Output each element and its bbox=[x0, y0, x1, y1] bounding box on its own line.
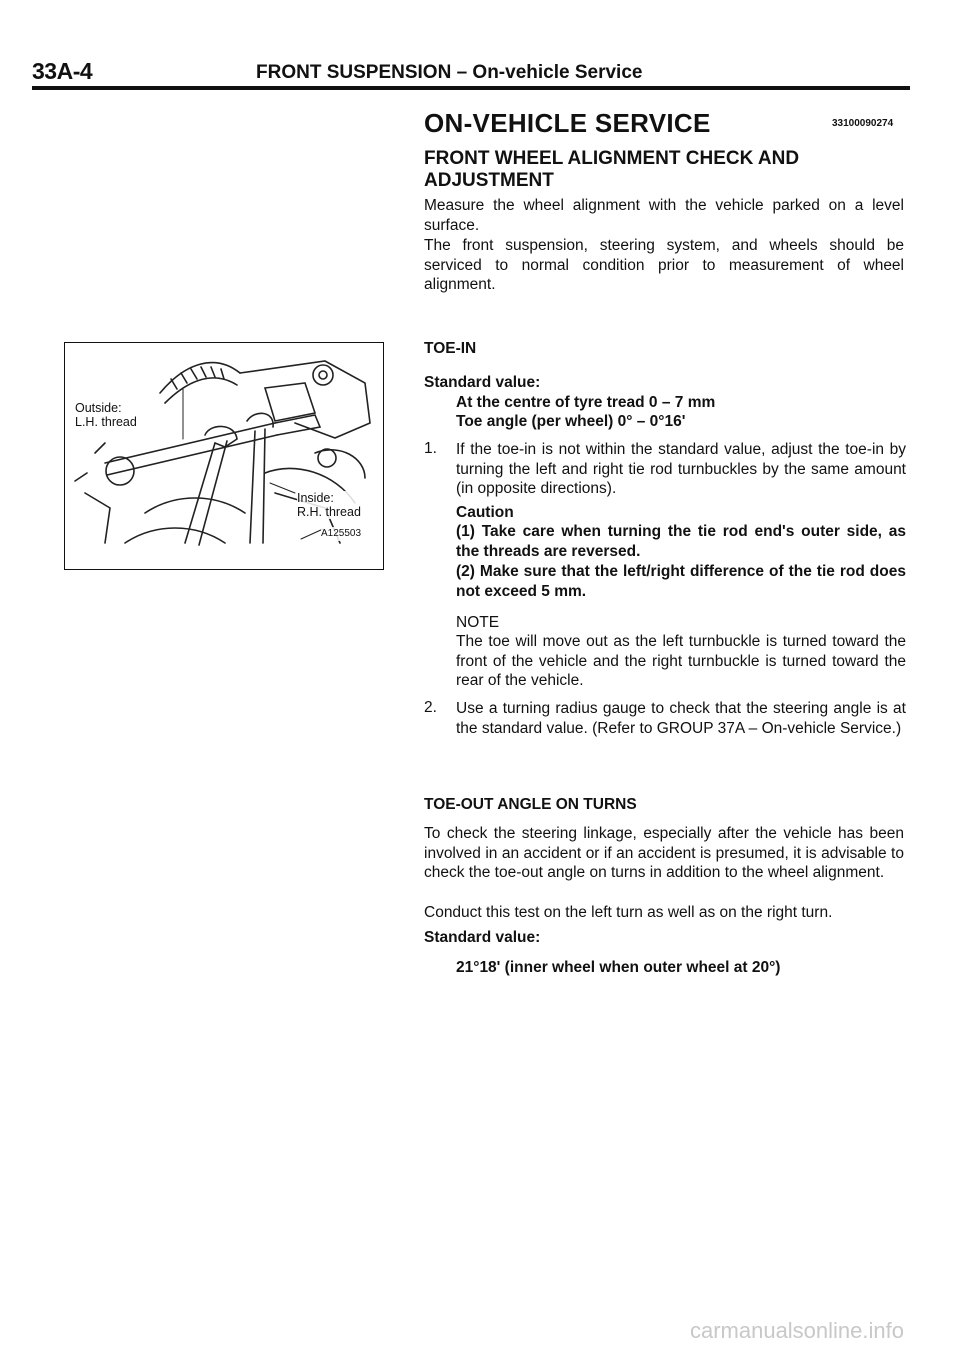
toe-in-standard-line-1: At the centre of tyre tread 0 – 7 mm bbox=[456, 394, 716, 411]
figure-code: A125503 bbox=[321, 528, 362, 539]
toe-out-standard-label: Standard value: bbox=[424, 929, 541, 946]
header-rule bbox=[32, 86, 910, 90]
note-text: The toe will move out as the left turnbuckle is turned toward the front of the vehicle and the right turnbuckle is turned toward the rear of the vehicle. bbox=[456, 633, 906, 689]
page-number: 33A-4 bbox=[32, 58, 93, 84]
section-title: ON-VEHICLE SERVICE bbox=[424, 108, 711, 138]
watermark: carmanualsonline.info bbox=[689, 1318, 904, 1343]
toe-in-standard-label: Standard value: bbox=[424, 374, 541, 391]
caution-item-1: (1) Take care when turning the tie rod end's outer side, as the threads are reversed. bbox=[456, 523, 906, 560]
toe-in-standard-line-2: Toe angle (per wheel) 0° – 0°16' bbox=[456, 413, 686, 430]
toe-out-standard-value: 21°18' (inner wheel when outer wheel at 20°) bbox=[456, 959, 781, 976]
step-2-number: 2. bbox=[424, 699, 437, 716]
page-header-title: FRONT SUSPENSION – On-vehicle Service bbox=[256, 62, 643, 83]
caution-item-2: (2) Make sure that the left/right difference of the tie rod does not exceed 5 mm. bbox=[456, 563, 906, 600]
toe-out-para-1: To check the steering linkage, especially after the vehicle has been involved in an accident or if an accident is presumed, it is advisable to check the toe-out angle on turns in addition to the wheel alignment. bbox=[424, 825, 904, 881]
tie-rod-illustration bbox=[64, 342, 384, 570]
label-inside-thread: Inside: R.H. thread bbox=[297, 491, 361, 519]
alignment-para-2: The front suspension, steering system, and wheels should be serviced to normal condition prior to measurement of wheel alignment. bbox=[424, 237, 904, 293]
toe-in-heading: TOE-IN bbox=[424, 340, 477, 357]
alignment-para-1: Measure the wheel alignment with the vehicle parked on a level surface. bbox=[424, 197, 904, 234]
step-1-number: 1. bbox=[424, 440, 437, 457]
note-label: NOTE bbox=[456, 614, 500, 631]
alignment-title: FRONT WHEEL ALIGNMENT CHECK AND ADJUSTMENT bbox=[424, 148, 800, 191]
step-1-text: If the toe-in is not within the standard value, adjust the toe-in by turning the left and right tie rod turnbuckles by the same amount (in opposite directions). bbox=[456, 441, 906, 497]
label-outside-thread: Outside: L.H. thread bbox=[75, 401, 139, 429]
caution-label: Caution bbox=[456, 504, 514, 521]
step-2-text: Use a turning radius gauge to check that the steering angle is at the standard value. (Refer to GROUP 37A – On-vehicle Service.) bbox=[456, 700, 906, 737]
toe-out-heading: TOE-OUT ANGLE ON TURNS bbox=[424, 796, 637, 813]
toe-out-para-2: Conduct this test on the left turn as well as on the right turn. bbox=[424, 904, 833, 921]
section-code: 33100090274 bbox=[832, 118, 894, 129]
